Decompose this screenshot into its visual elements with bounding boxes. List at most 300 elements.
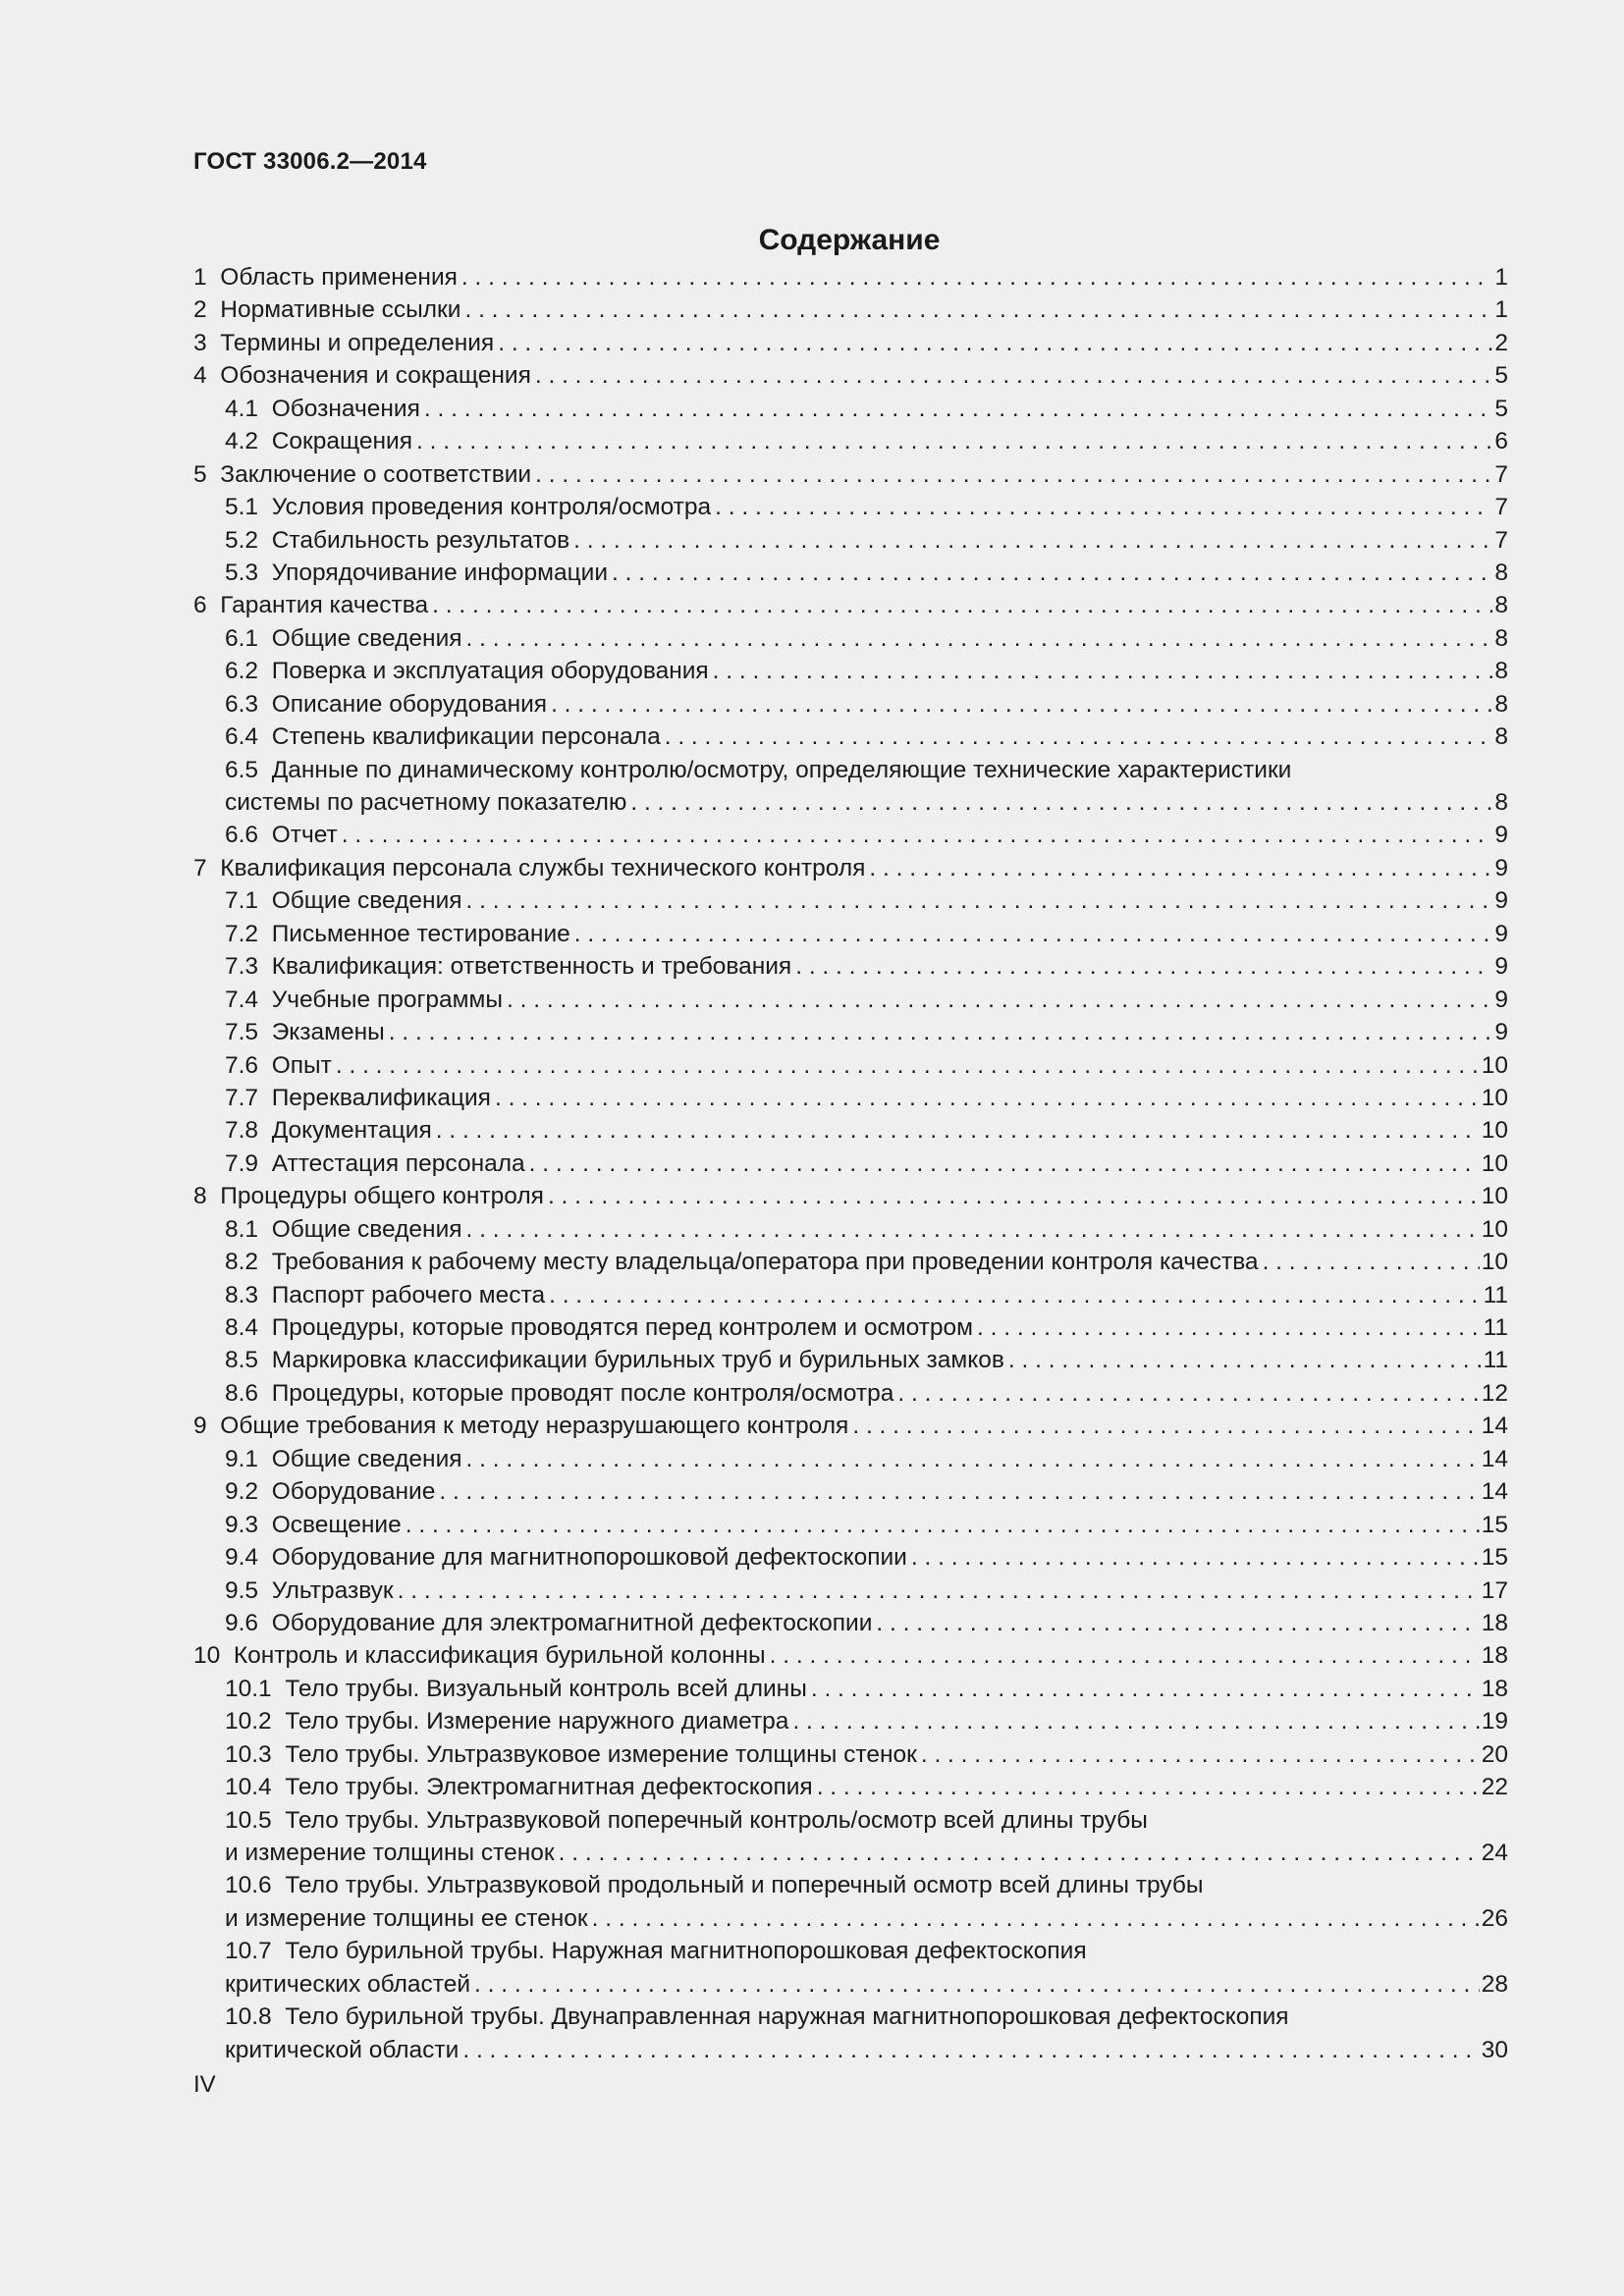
toc-entry — [193, 327, 1508, 359]
toc-entry-title — [225, 1935, 1087, 1967]
toc-entry-number: 8.2 — [225, 1249, 259, 1276]
toc-entry — [193, 622, 1508, 655]
toc-entry-title — [225, 1968, 470, 2001]
toc-leader-dots — [817, 1771, 1480, 1803]
toc-leader-dots — [559, 1837, 1480, 1869]
toc-entry-text: Контроль и классификация бурильной колонны — [233, 1642, 766, 1670]
toc-entry-title — [225, 1311, 973, 1344]
toc-leader-dots — [549, 1279, 1481, 1311]
toc-page-number: 6 — [1494, 428, 1508, 455]
toc-page-number: 15 — [1481, 1544, 1508, 1572]
toc-entry — [193, 458, 1508, 491]
toc-leader-dots — [507, 984, 1492, 1016]
toc-entry-number: 10.8 — [225, 2003, 272, 2031]
toc-entry-title — [225, 1049, 332, 1082]
toc-page-number: 10 — [1481, 1183, 1508, 1210]
toc-entry-number: 8 — [193, 1183, 207, 1210]
toc-entry — [193, 1575, 1508, 1607]
toc-entry-title — [225, 950, 791, 983]
toc-entry — [193, 425, 1508, 457]
toc-entry-title — [225, 1575, 394, 1607]
toc-entry — [193, 1410, 1508, 1442]
toc-entry-text: Тело трубы. Измерение наружного диаметра — [285, 1708, 789, 1735]
toc-leader-dots — [529, 1148, 1480, 1180]
toc-entry-title — [225, 1869, 1203, 1901]
toc-entry-title — [225, 1607, 872, 1639]
toc-entry-title — [225, 1837, 555, 1869]
toc-entry-title — [225, 557, 608, 589]
toc-entry-text: и измерение толщины ее стенок — [225, 1904, 588, 1932]
page-number: IV — [193, 2071, 216, 2098]
toc-entry — [193, 1639, 1508, 1672]
toc-entry-title — [225, 984, 503, 1016]
toc-page-number: 9 — [1494, 920, 1508, 947]
toc-entry-title — [225, 1279, 545, 1311]
toc-leader-dots — [548, 1180, 1480, 1212]
toc-entry-text: Маркировка классификации бурильных труб и бурильных замков — [271, 1347, 1004, 1374]
toc-entry-text: Заключение о соответствии — [220, 460, 532, 488]
toc-entry-number: 9.2 — [225, 1478, 259, 1506]
toc-entry-number: 7.5 — [225, 1019, 259, 1046]
toc-entry-text: Паспорт рабочего места — [271, 1281, 546, 1308]
toc-leader-dots — [398, 1575, 1480, 1607]
toc-entry — [193, 1509, 1508, 1541]
toc-leader-dots — [713, 655, 1493, 687]
toc-entry-title — [225, 425, 412, 457]
toc-entry — [193, 1082, 1508, 1114]
toc-entry-number: 7.9 — [225, 1149, 259, 1177]
toc-leader-dots — [630, 786, 1492, 819]
toc-entry-title — [193, 327, 494, 359]
toc-page-number: 10 — [1481, 1051, 1508, 1079]
toc-entry — [193, 884, 1508, 917]
toc-entry-number: 5.2 — [225, 526, 259, 554]
toc-entry — [193, 2034, 1508, 2066]
toc-entry — [193, 721, 1508, 753]
toc-entry-text: Общие сведения — [271, 624, 462, 652]
toc-entry-title — [193, 359, 531, 392]
toc-leader-dots — [1263, 1246, 1480, 1278]
standard-designation: ГОСТ 33006.2—2014 — [193, 148, 427, 175]
toc-entry — [193, 589, 1508, 621]
toc-leader-dots — [869, 852, 1492, 884]
toc-entry-number: 6.5 — [225, 756, 259, 783]
toc-entry-title — [193, 1180, 544, 1212]
toc-entry-title — [225, 1475, 435, 1508]
toc-entry — [193, 1869, 1508, 1901]
toc-page-number: 9 — [1494, 887, 1508, 915]
toc-entry-title — [225, 1016, 385, 1048]
toc-leader-dots — [551, 688, 1492, 721]
toc-leader-dots — [336, 1049, 1480, 1082]
toc-entry-text: Обозначения — [271, 395, 420, 422]
toc-page-number: 19 — [1481, 1708, 1508, 1735]
toc-page-number: 10 — [1481, 1215, 1508, 1243]
toc-entry-text: Условия проведения контроля/осмотра — [271, 494, 712, 521]
toc-entry-title — [193, 589, 428, 621]
toc-page-number: 28 — [1481, 1970, 1508, 1998]
toc-entry-title — [193, 294, 460, 326]
toc-entry-text: Тело трубы. Ультразвуковой продольный и поперечный осмотр всей длины трубы — [285, 1872, 1204, 1899]
toc-page-number: 9 — [1494, 854, 1508, 881]
toc-page-number: 9 — [1494, 953, 1508, 981]
toc-page-number: 10 — [1481, 1117, 1508, 1145]
toc-leader-dots — [466, 884, 1493, 917]
toc-entry-text: системы по расчетному показателю — [225, 789, 627, 816]
toc-entry — [193, 1705, 1508, 1737]
toc-entry-number: 7.1 — [225, 887, 259, 915]
toc-page-number: 30 — [1481, 2036, 1508, 2063]
table-of-contents — [193, 261, 1508, 2066]
toc-entry-text: Описание оборудования — [271, 690, 548, 718]
toc-leader-dots — [461, 261, 1492, 294]
toc-entry — [193, 1968, 1508, 2001]
toc-entry-title — [225, 491, 711, 523]
toc-entry — [193, 918, 1508, 950]
toc-leader-dots — [474, 1968, 1480, 2001]
toc-entry-number: 7.6 — [225, 1051, 259, 1079]
toc-entry-number: 5.3 — [225, 559, 259, 586]
toc-entry-text: Нормативные ссылки — [220, 296, 461, 324]
toc-entry-number: 9.6 — [225, 1609, 259, 1636]
toc-entry-number: 8.5 — [225, 1347, 259, 1374]
toc-entry — [193, 984, 1508, 1016]
toc-page-number: 18 — [1481, 1609, 1508, 1636]
toc-entry-text: Данные по динамическому контролю/осмотру, определяющие технические характеристики — [271, 756, 1292, 783]
toc-entry-number: 8.6 — [225, 1379, 259, 1407]
toc-page-number: 2 — [1494, 329, 1508, 356]
toc-entry-number: 5 — [193, 460, 207, 488]
toc-entry-number: 6.6 — [225, 822, 259, 849]
toc-leader-dots — [464, 294, 1492, 326]
toc-entry-number: 7.2 — [225, 920, 259, 947]
toc-leader-dots — [389, 1016, 1493, 1048]
toc-entry — [193, 1246, 1508, 1278]
toc-entry-title — [225, 819, 338, 851]
toc-entry-number: 2 — [193, 296, 207, 324]
toc-leader-dots — [424, 393, 1493, 425]
toc-entry-text: Стабильность результатов — [271, 526, 570, 554]
toc-page-number: 11 — [1483, 1347, 1508, 1374]
toc-entry-title — [193, 458, 531, 491]
toc-page-number: 10 — [1481, 1149, 1508, 1177]
toc-page-number: 14 — [1481, 1413, 1508, 1440]
toc-entry-title — [225, 786, 626, 819]
toc-entry — [193, 557, 1508, 589]
toc-entry-number: 6.4 — [225, 723, 259, 751]
toc-entry — [193, 852, 1508, 884]
toc-entry-title — [225, 1344, 1004, 1376]
toc-entry — [193, 950, 1508, 983]
toc-entry — [193, 655, 1508, 687]
toc-page-number: 18 — [1481, 1675, 1508, 1702]
toc-page-number: 5 — [1494, 362, 1508, 390]
toc-page-number: 26 — [1481, 1904, 1508, 1932]
toc-entry-number: 10 — [193, 1642, 221, 1670]
toc-page-number: 17 — [1481, 1576, 1508, 1604]
toc-entry-text: Тело бурильной трубы. Наружная магнитнопорошковая дефектоскопия — [285, 1938, 1087, 1965]
toc-entry-text: Процедуры, которые проводят после контроля/осмотра — [271, 1379, 894, 1407]
toc-leader-dots — [495, 1082, 1480, 1114]
toc-page-number: 8 — [1494, 624, 1508, 652]
toc-entry — [193, 393, 1508, 425]
toc-entry-number: 8.1 — [225, 1215, 259, 1243]
toc-entry-number: 7.4 — [225, 986, 259, 1013]
toc-page-number: 9 — [1494, 1019, 1508, 1046]
toc-page-number: 1 — [1494, 296, 1508, 324]
toc-entry-text: Квалификация: ответственность и требования — [271, 953, 792, 981]
toc-entry-title — [225, 1738, 917, 1771]
toc-entry — [193, 1377, 1508, 1410]
toc-leader-dots — [462, 2034, 1479, 2066]
toc-leader-dots — [715, 491, 1492, 523]
toc-entry — [193, 819, 1508, 851]
toc-entry-number: 4 — [193, 362, 207, 390]
toc-entry-text: Обозначения и сокращения — [220, 362, 531, 390]
toc-title: Содержание — [758, 224, 941, 256]
toc-entry-text: Тело трубы. Ультразвуковое измерение толщины стенок — [285, 1740, 917, 1768]
toc-leader-dots — [852, 1410, 1479, 1442]
toc-entry-text: Тело трубы. Визуальный контроль всей длины — [285, 1675, 807, 1702]
toc-entry-title — [225, 1443, 462, 1475]
toc-page-number: 10 — [1481, 1084, 1508, 1111]
toc-entry-title — [193, 852, 865, 884]
toc-leader-dots — [466, 1443, 1480, 1475]
toc-leader-dots — [432, 589, 1492, 621]
toc-leader-dots — [466, 622, 1493, 655]
toc-entry-text: Тело бурильной трубы. Двунаправленная наружная магнитнопорошковая дефектоскопия — [285, 2003, 1289, 2031]
toc-entry-text: Термины и определения — [220, 329, 495, 356]
toc-entry-title — [225, 2034, 459, 2066]
toc-entry-title — [225, 622, 462, 655]
toc-leader-dots — [770, 1639, 1480, 1672]
toc-entry-text: Переквалификация — [271, 1084, 491, 1111]
toc-entry-text: Процедуры общего контроля — [220, 1183, 544, 1210]
toc-page-number: 5 — [1494, 395, 1508, 422]
toc-entry-text: Аттестация персонала — [271, 1149, 525, 1177]
toc-page-number: 7 — [1494, 460, 1508, 488]
toc-page-number: 8 — [1494, 559, 1508, 586]
toc-entry-title — [193, 261, 458, 294]
toc-entry-number: 9.4 — [225, 1544, 259, 1572]
toc-entry-title — [225, 1148, 525, 1180]
toc-page-number: 24 — [1481, 1840, 1508, 1866]
toc-page-number: 18 — [1481, 1642, 1508, 1670]
toc-leader-dots — [795, 950, 1492, 983]
toc-entry-number: 7.8 — [225, 1117, 259, 1145]
toc-entry-title — [225, 721, 661, 753]
toc-entry-title — [225, 1082, 491, 1114]
toc-page-number: 7 — [1494, 494, 1508, 521]
toc-entry-title — [225, 884, 462, 917]
toc-entry-title — [225, 1673, 807, 1705]
toc-entry-title — [225, 918, 570, 950]
toc-page-number: 11 — [1483, 1281, 1508, 1308]
toc-entry-number: 4.2 — [225, 428, 259, 455]
toc-entry-number: 6.3 — [225, 690, 259, 718]
toc-page-number: 22 — [1481, 1774, 1508, 1801]
toc-leader-dots — [592, 1902, 1480, 1935]
toc-entry — [193, 1311, 1508, 1344]
toc-page-number: 8 — [1494, 723, 1508, 751]
toc-page-number: 7 — [1494, 526, 1508, 554]
toc-entry-text: Поверка и эксплуатация оборудования — [271, 658, 709, 685]
toc-entry-number: 6.2 — [225, 658, 259, 685]
toc-entry — [193, 1016, 1508, 1048]
toc-entry — [193, 294, 1508, 326]
toc-page-number: 14 — [1481, 1478, 1508, 1506]
toc-entry — [193, 359, 1508, 392]
toc-entry-text: Оборудование — [271, 1478, 436, 1506]
toc-entry-number: 9.5 — [225, 1576, 259, 1604]
toc-page-number: 1 — [1494, 264, 1508, 291]
toc-entry-number: 7.7 — [225, 1084, 259, 1111]
toc-leader-dots — [811, 1673, 1480, 1705]
toc-entry-title — [225, 1771, 813, 1803]
toc-entry — [193, 1804, 1508, 1837]
toc-entry-text: Общие сведения — [271, 1215, 462, 1243]
toc-entry — [193, 1837, 1508, 1869]
toc-entry-title — [225, 1902, 588, 1935]
toc-entry-title — [225, 754, 1291, 786]
toc-entry — [193, 1935, 1508, 1967]
toc-entry-text: Ультразвук — [271, 1576, 394, 1604]
toc-entry-title — [225, 655, 709, 687]
toc-entry-number: 10.4 — [225, 1774, 272, 1801]
toc-leader-dots — [977, 1311, 1482, 1344]
toc-page-number: 10 — [1481, 1249, 1508, 1276]
toc-leader-dots — [466, 1213, 1480, 1246]
toc-entry-title — [225, 1246, 1259, 1278]
toc-entry-title — [225, 2001, 1289, 2033]
toc-entry — [193, 524, 1508, 557]
toc-entry — [193, 261, 1508, 294]
toc-leader-dots — [897, 1377, 1479, 1410]
toc-entry-number: 10.6 — [225, 1872, 272, 1899]
toc-entry-title — [225, 1804, 1148, 1837]
toc-entry — [193, 1148, 1508, 1180]
toc-entry-text: и измерение толщины стенок — [225, 1840, 555, 1866]
toc-entry-text: Сокращения — [271, 428, 412, 455]
toc-page-number: 20 — [1481, 1740, 1508, 1768]
toc-entry-text: Общие сведения — [271, 887, 462, 915]
toc-entry-title — [225, 1509, 402, 1541]
toc-entry-number: 5.1 — [225, 494, 259, 521]
toc-page-number: 8 — [1494, 789, 1508, 816]
toc-leader-dots — [436, 1114, 1480, 1147]
toc-entry — [193, 688, 1508, 721]
toc-entry-text: Экзамены — [271, 1019, 385, 1046]
toc-entry — [193, 491, 1508, 523]
toc-leader-dots — [612, 557, 1492, 589]
toc-leader-dots — [665, 721, 1493, 753]
toc-page-number: 9 — [1494, 986, 1508, 1013]
toc-entry-text: Оборудование для магнитнопорошковой дефектоскопии — [271, 1544, 907, 1572]
toc-entry-number: 10.5 — [225, 1806, 272, 1834]
toc-entry-text: Степень квалификации персонала — [271, 723, 661, 751]
toc-entry-text: Требования к рабочему месту владельца/оператора при проведении контроля качества — [271, 1249, 1259, 1276]
toc-entry-text: Общие сведения — [271, 1445, 462, 1472]
toc-entry — [193, 1114, 1508, 1147]
toc-entry-number: 10.7 — [225, 1938, 272, 1965]
toc-entry-number: 10.1 — [225, 1675, 272, 1702]
toc-entry-text: Письменное тестирование — [271, 920, 570, 947]
toc-entry-text: Квалификация персонала службы технического контроля — [220, 854, 866, 881]
toc-entry-number: 10.3 — [225, 1740, 272, 1768]
toc-entry-text: Учебные программы — [271, 986, 503, 1013]
toc-entry — [193, 1541, 1508, 1574]
toc-entry-number: 8.3 — [225, 1281, 259, 1308]
toc-entry-text: Общие требования к методу неразрушающего контроля — [220, 1413, 849, 1440]
toc-entry — [193, 1738, 1508, 1771]
toc-entry-text: Отчет — [271, 822, 338, 849]
toc-leader-dots — [406, 1509, 1480, 1541]
toc-page-number: 14 — [1481, 1445, 1508, 1472]
toc-entry-title — [193, 1639, 766, 1672]
toc-page-number: 8 — [1494, 690, 1508, 718]
toc-entry — [193, 1607, 1508, 1639]
toc-entry-number: 8.4 — [225, 1314, 259, 1341]
toc-entry-number: 7.3 — [225, 953, 259, 981]
toc-entry-title — [225, 1705, 788, 1737]
toc-leader-dots — [439, 1475, 1479, 1508]
toc-entry-title — [225, 393, 420, 425]
toc-entry-number: 7 — [193, 854, 207, 881]
toc-entry-number: 3 — [193, 329, 207, 356]
toc-entry-text: Документация — [271, 1117, 432, 1145]
toc-entry — [193, 1049, 1508, 1082]
toc-entry — [193, 2001, 1508, 2033]
toc-entry-title — [225, 688, 547, 721]
toc-leader-dots — [876, 1607, 1479, 1639]
toc-entry-title — [225, 1213, 462, 1246]
toc-leader-dots — [535, 359, 1493, 392]
toc-leader-dots — [535, 458, 1492, 491]
toc-entry-text: Гарантия качества — [220, 592, 429, 619]
toc-page-number: 9 — [1494, 822, 1508, 849]
toc-entry-number: 10.2 — [225, 1708, 272, 1735]
toc-entry — [193, 1443, 1508, 1475]
toc-entry-text: Освещение — [271, 1511, 402, 1538]
toc-entry — [193, 1475, 1508, 1508]
toc-entry-text: Упорядочивание информации — [271, 559, 609, 586]
toc-entry — [193, 1180, 1508, 1212]
toc-entry-text: Процедуры, которые проводятся перед контролем и осмотром — [271, 1314, 973, 1341]
toc-leader-dots — [498, 327, 1492, 359]
toc-entry-title — [225, 1377, 893, 1410]
toc-entry-text: критических областей — [225, 1970, 471, 1998]
toc-entry-number: 9.3 — [225, 1511, 259, 1538]
toc-leader-dots — [911, 1541, 1480, 1574]
toc-leader-dots — [574, 918, 1493, 950]
toc-entry — [193, 1673, 1508, 1705]
toc-entry-title — [225, 1114, 432, 1147]
toc-entry — [193, 1344, 1508, 1376]
toc-entry-title — [225, 1541, 907, 1574]
toc-entry-text: Тело трубы. Электромагнитная дефектоскопия — [285, 1774, 813, 1801]
toc-page-number: 8 — [1494, 658, 1508, 685]
toc-page-number: 8 — [1494, 592, 1508, 619]
toc-leader-dots — [921, 1738, 1480, 1771]
toc-entry-number: 9.1 — [225, 1445, 259, 1472]
toc-entry — [193, 754, 1508, 786]
toc-leader-dots — [1008, 1344, 1482, 1376]
toc-entry-text: критической области — [225, 2036, 460, 2063]
toc-entry-number: 6.1 — [225, 624, 259, 652]
toc-entry-number: 9 — [193, 1413, 207, 1440]
toc-entry — [193, 786, 1508, 819]
toc-entry-number: 6 — [193, 592, 207, 619]
